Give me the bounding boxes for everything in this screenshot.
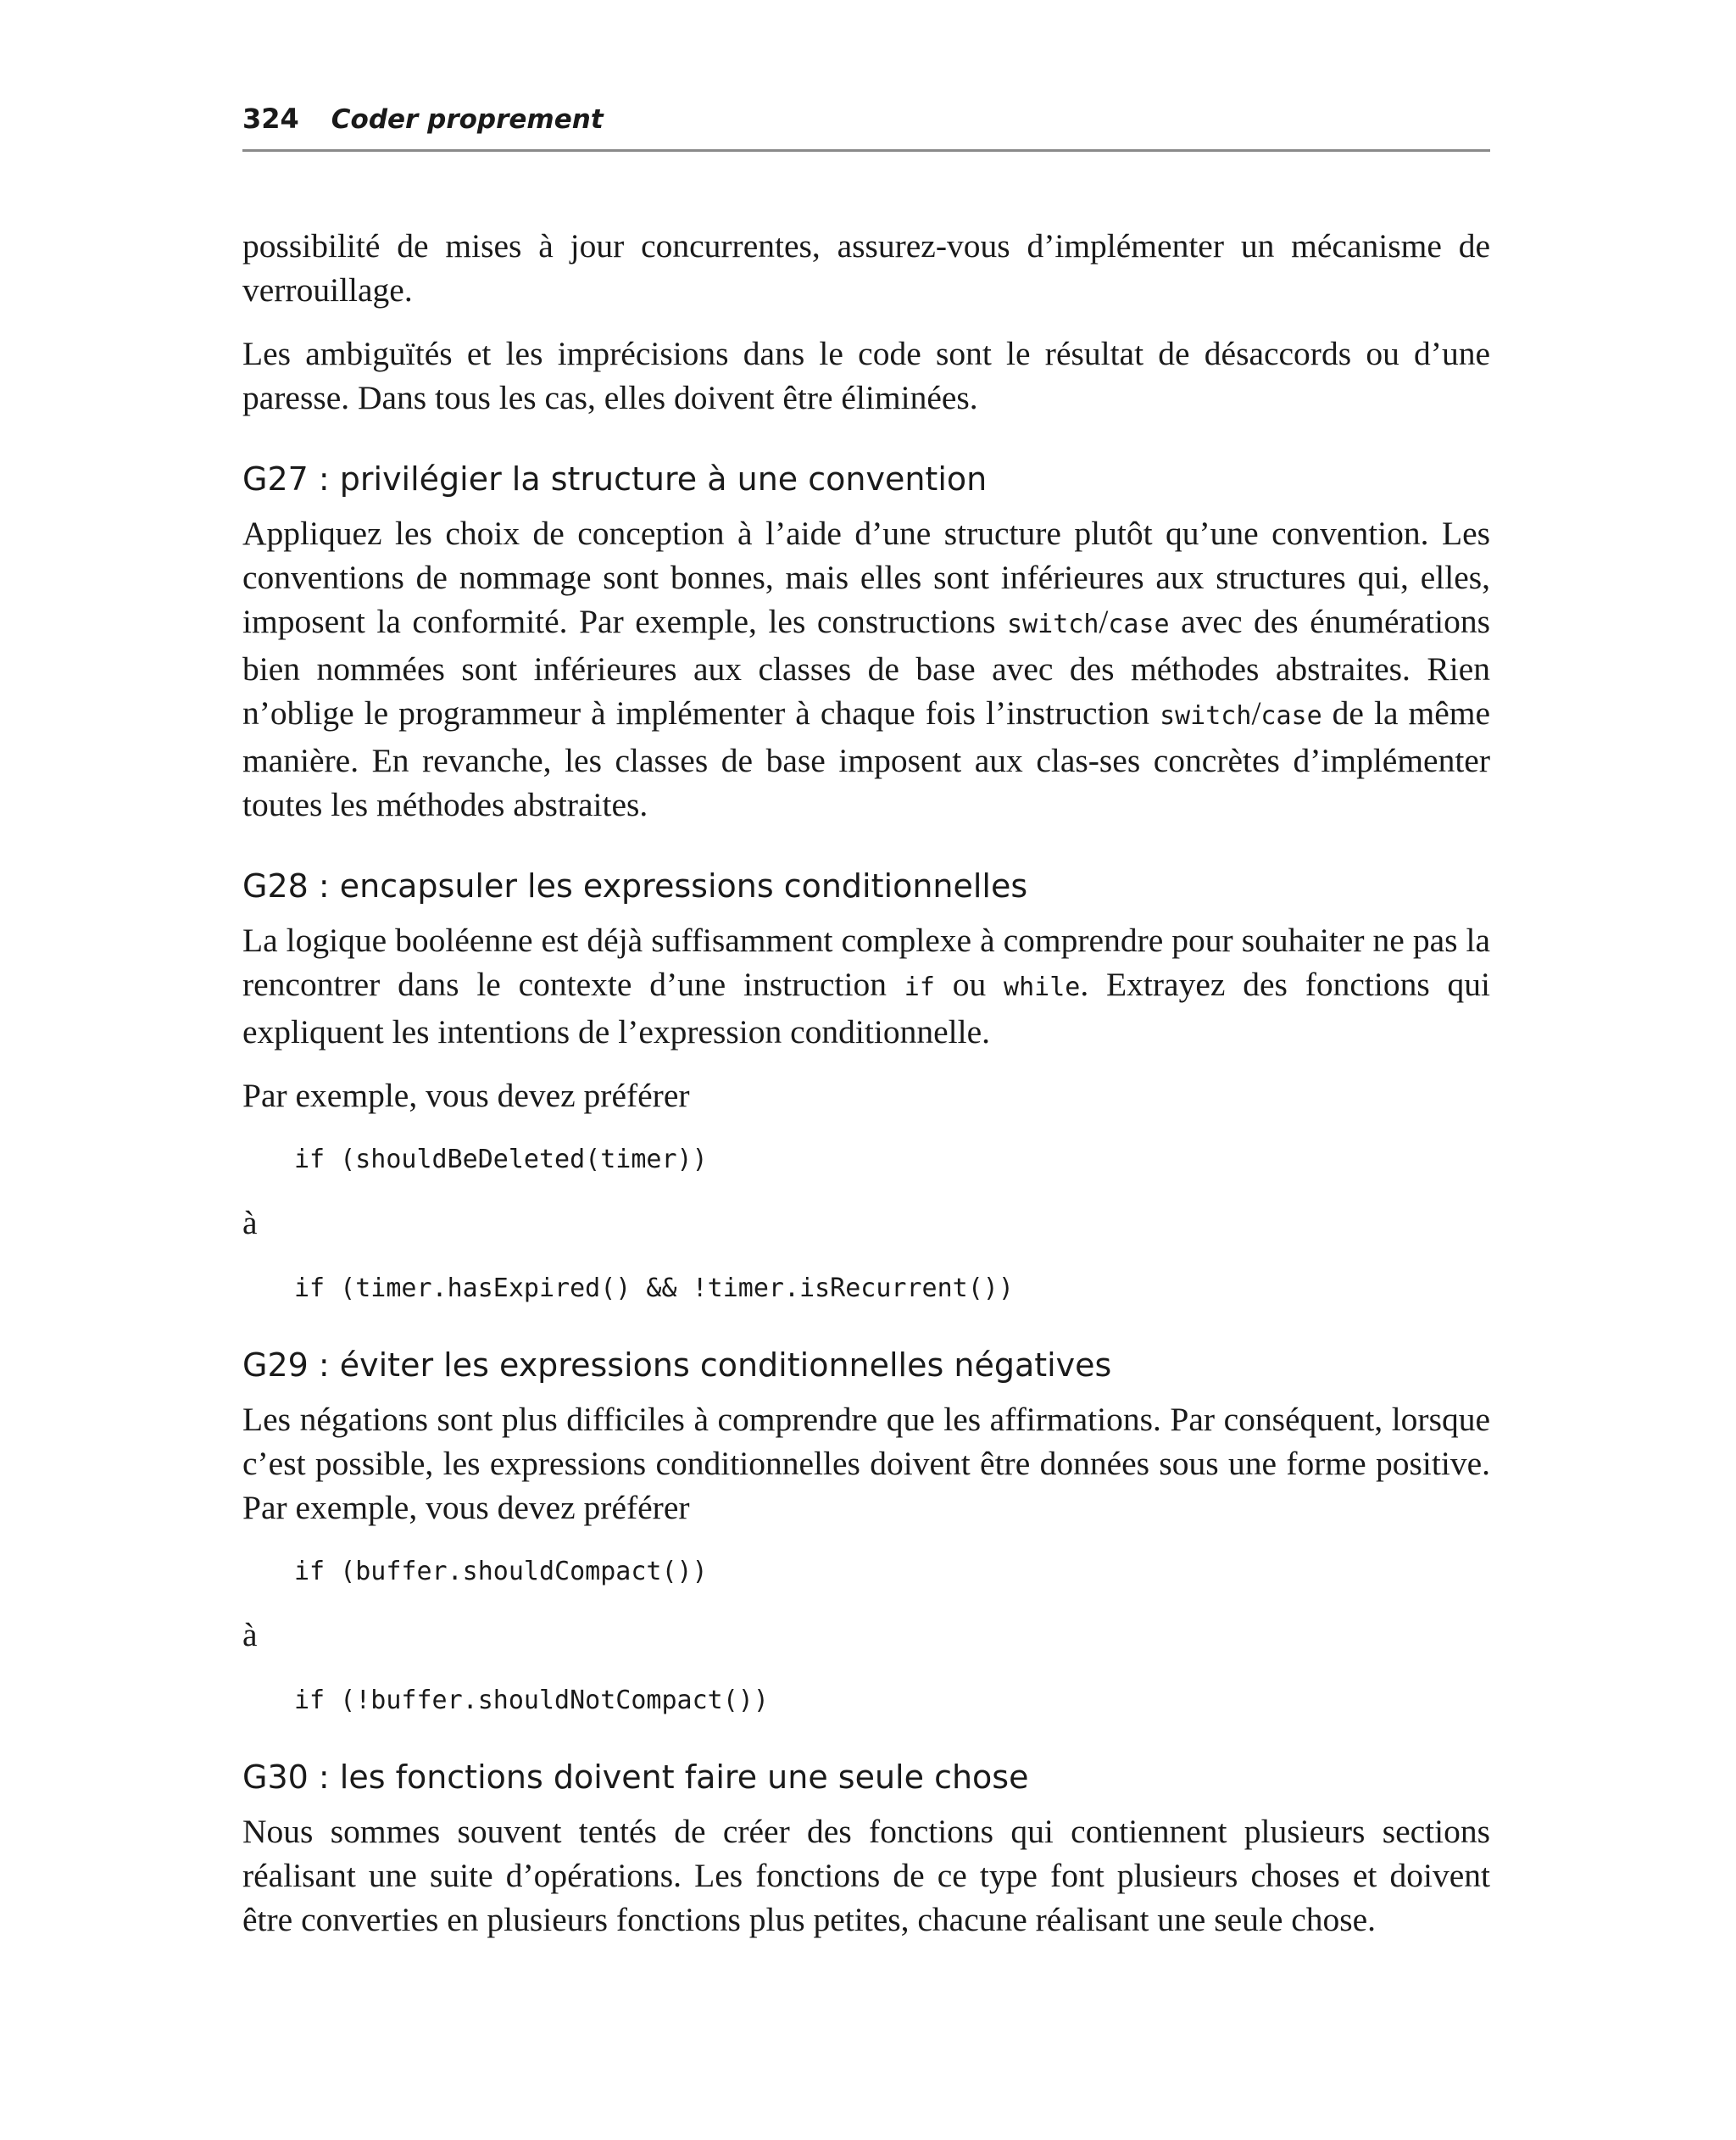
intro-paragraph-2: Les ambiguïtés et les imprécisions dans le code sont le résultat de désaccords ou d’une paresse. Dans tous les cas, elles doivent être éliminées. xyxy=(242,335,1490,416)
g29-heading: G29 : éviter les expressions conditionnelles négatives xyxy=(242,1346,1112,1384)
code-case: case xyxy=(1108,610,1170,639)
code-if: if xyxy=(904,972,935,1002)
g27-text-c: de la même manière. En revanche, les classes de base imposent aux clas-ses concrètes d’implémenter toutes les méthodes abstraites. xyxy=(242,694,1490,823)
g27-text-a: Appliquez les choix de conception à l’aide d’une structure plutôt qu’une convention. Les conventions de nommage sont bonnes, mais elles sont inférieures aux structures qui, elles, imposent la conformité. Par exemple, les constructions xyxy=(242,515,1490,640)
g27-paragraph xyxy=(242,511,1490,827)
slash: / xyxy=(1099,603,1109,640)
code-while: while xyxy=(1004,972,1081,1002)
code-switch: switch xyxy=(1160,701,1252,731)
code-case: case xyxy=(1260,701,1322,731)
page-body xyxy=(242,224,1490,1961)
g29-code-preferred xyxy=(242,1555,1490,1589)
g27-heading: G27 : privilégier la structure à une convention xyxy=(242,460,988,498)
g29-connector: à xyxy=(242,1616,258,1653)
book-title: Coder proprement xyxy=(331,104,604,135)
intro-paragraph-1: possibilité de mises à jour concurrentes, assurez-vous d’implémenter un mécanisme de verrouillage. xyxy=(242,227,1490,309)
g28-text-or: ou xyxy=(934,966,1004,1003)
code-line: if (buffer.shouldCompact()) xyxy=(294,1557,708,1586)
g30-heading: G30 : les fonctions doivent faire une seule chose xyxy=(242,1758,1029,1796)
code-switch: switch xyxy=(1007,610,1099,639)
code-line: if (timer.hasExpired() && !timer.isRecurrent()) xyxy=(294,1273,1014,1303)
header-rule xyxy=(242,149,1490,152)
g28-example-intro: Par exemple, vous devez préférer xyxy=(242,1077,690,1114)
g28-heading: G28 : encapsuler les expressions conditionnelles xyxy=(242,867,1028,905)
slash: / xyxy=(1251,694,1261,732)
g28-text-b: . Extrayez des fonctions qui expliquent les intentions de l’expression conditionnelle. xyxy=(242,966,1490,1050)
g29-code-other xyxy=(242,1684,1490,1718)
g27-text-b: avec des énumérations bien nommées sont inférieures aux classes de base avec des méthodes abstraites. Rien n’oblige le programmeur à implémenter à chaque fois l’instruction xyxy=(242,603,1490,732)
g28-code-other xyxy=(242,1272,1490,1306)
code-line: if (!buffer.shouldNotCompact()) xyxy=(294,1686,769,1715)
g28-text-a: La logique booléenne est déjà suffisamment complexe à comprendre pour souhaiter ne pas la rencontrer dans le contexte d’une instruction xyxy=(242,922,1490,1003)
g28-paragraph xyxy=(242,918,1490,1054)
code-line: if (shouldBeDeleted(timer)) xyxy=(294,1145,708,1174)
g28-code-preferred xyxy=(242,1143,1490,1177)
g30-paragraph: Nous sommes souvent tentés de créer des fonctions qui contiennent plusieurs sections réalisant une suite d’opérations. Les fonctions de ce type font plusieurs choses et doivent être converties en plusieurs fonctions plus petites, chacune réalisant une seule chose. xyxy=(242,1813,1490,1938)
g29-paragraph: Les négations sont plus difficiles à comprendre que les affirmations. Par conséquent, lorsque c’est possible, les expressions conditionnelles doivent être données sous une forme positive. Par exemple, vous devez préférer xyxy=(242,1401,1490,1526)
page-number: 324 xyxy=(242,103,299,135)
running-head xyxy=(242,102,1490,137)
g28-connector: à xyxy=(242,1204,258,1241)
